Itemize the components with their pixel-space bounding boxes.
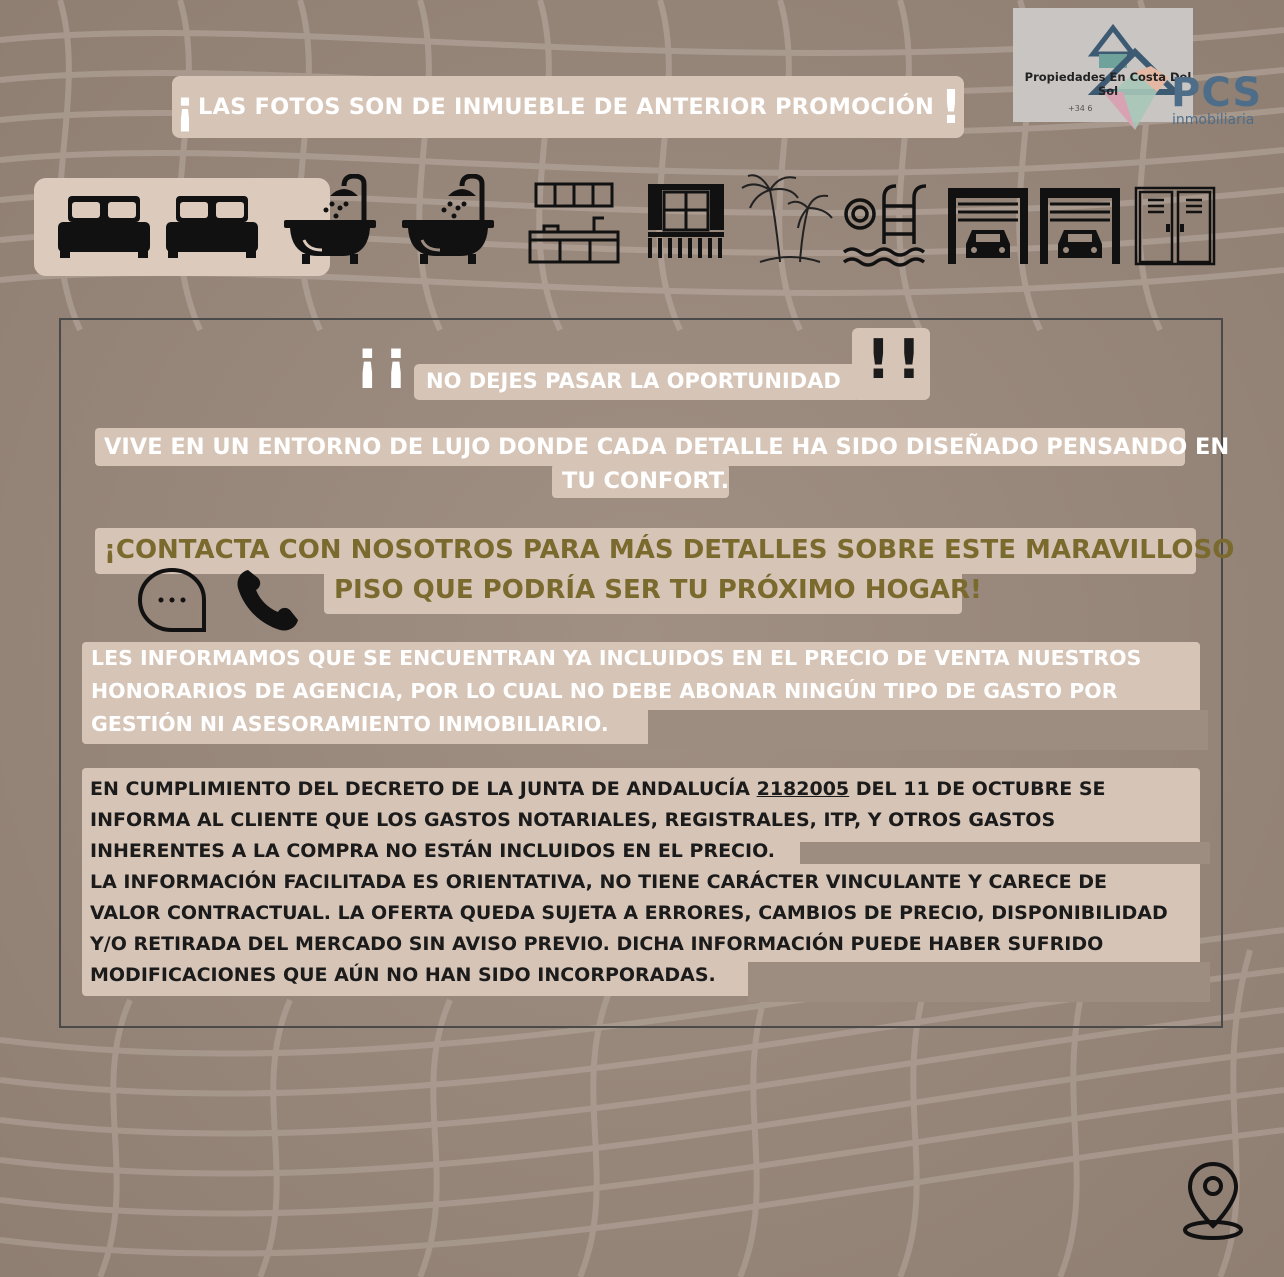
- legal-line-1-a: EN CUMPLIMIENTO DEL DECRETO DE LA JUNTA DE ANDALUCÍA: [90, 778, 750, 800]
- vive-line-2: TU CONFORT.: [562, 468, 730, 494]
- banner-open-mark: ¡: [174, 80, 196, 134]
- phone-icon[interactable]: [234, 568, 304, 634]
- chat-bubble-icon[interactable]: [136, 566, 208, 636]
- info-line-3: GESTIÓN NI ASESORAMIENTO INMOBILIARIO.: [91, 712, 609, 736]
- logo-brand: PCS: [1171, 70, 1263, 116]
- garage-icon: [1038, 186, 1122, 266]
- headline-open-marks: ¡¡: [355, 328, 413, 391]
- logo-company-name: Propiedades En Costa Del Sol: [1024, 70, 1192, 98]
- pool-icon: [842, 180, 930, 268]
- vive-line-1: VIVE EN UN ENTORNO DE LUJO DONDE CADA DETALLE HA SIDO DISEÑADO PENSANDO EN: [104, 434, 1230, 460]
- info-pill-notch: [648, 710, 1208, 750]
- headline-text: NO DEJES PASAR LA OPORTUNIDAD: [426, 369, 841, 393]
- contact-line-2: PISO QUE PODRÍA SER TU PRÓXIMO HOGAR!: [334, 575, 982, 605]
- legal-line-4: LA INFORMACIÓN FACILITADA ES ORIENTATIVA, NO TIENE CARÁCTER VINCULANTE Y CARECE DE: [90, 871, 1108, 893]
- company-logo: [1013, 8, 1265, 130]
- legal-line-5: VALOR CONTRACTUAL. LA OFERTA QUEDA SUJETA A ERRORES, CAMBIOS DE PRECIO, DISPONIBILIDAD: [90, 902, 1168, 924]
- info-line-2: HONORARIOS DE AGENCIA, POR LO CUAL NO DEBE ABONAR NINGÚN TIPO DE GASTO POR: [91, 679, 1118, 703]
- banner-text: LAS FOTOS SON DE INMUEBLE DE ANTERIOR PROMOCIÓN: [197, 94, 935, 120]
- storage-room-icon: [1134, 186, 1216, 266]
- legal-line-1: [90, 774, 1106, 805]
- contact-line-1: ¡CONTACTA CON NOSOTROS PARA MÁS DETALLES SOBRE ESTE MARAVILLOSO: [104, 535, 1235, 565]
- logo-phone: +34 6: [1068, 104, 1093, 113]
- legal-line-2: INFORMA AL CLIENTE QUE LOS GASTOS NOTARIALES, REGISTRALES, ITP, Y OTROS GASTOS: [90, 809, 1056, 831]
- decree-link[interactable]: 2182005: [756, 778, 850, 800]
- disclaimer-banner: [172, 76, 964, 138]
- kitchen-icon: [528, 182, 622, 266]
- bed-icon: [56, 192, 152, 260]
- legal-pill-notch-1: [800, 842, 1210, 864]
- headline-close-marks: !!: [866, 328, 928, 391]
- bathtub-icon: [400, 174, 496, 266]
- banner-close-mark: !: [940, 80, 962, 134]
- bed-icon: [164, 192, 260, 260]
- map-pin-icon[interactable]: [1178, 1160, 1248, 1244]
- legal-pill-notch-2: [748, 962, 1210, 1002]
- window-icon: [646, 182, 726, 260]
- legal-line-1-b: DEL 11 DE OCTUBRE SE: [855, 778, 1106, 800]
- bathtub-icon: [282, 174, 378, 266]
- legal-line-7: MODIFICACIONES QUE AÚN NO HAN SIDO INCORPORADAS.: [90, 964, 716, 986]
- info-line-1: LES INFORMAMOS QUE SE ENCUENTRAN YA INCLUIDOS EN EL PRECIO DE VENTA NUESTROS: [91, 646, 1142, 670]
- palm-trees-icon: [740, 172, 834, 264]
- legal-line-6: Y/O RETIRADA DEL MERCADO SIN AVISO PREVIO. DICHA INFORMACIÓN PUEDE HABER SUFRIDO: [90, 933, 1104, 955]
- logo-subtitle: inmobiliaria: [1172, 112, 1255, 128]
- garage-icon: [946, 186, 1030, 266]
- legal-line-3: INHERENTES A LA COMPRA NO ESTÁN INCLUIDOS EN EL PRECIO.: [90, 840, 776, 862]
